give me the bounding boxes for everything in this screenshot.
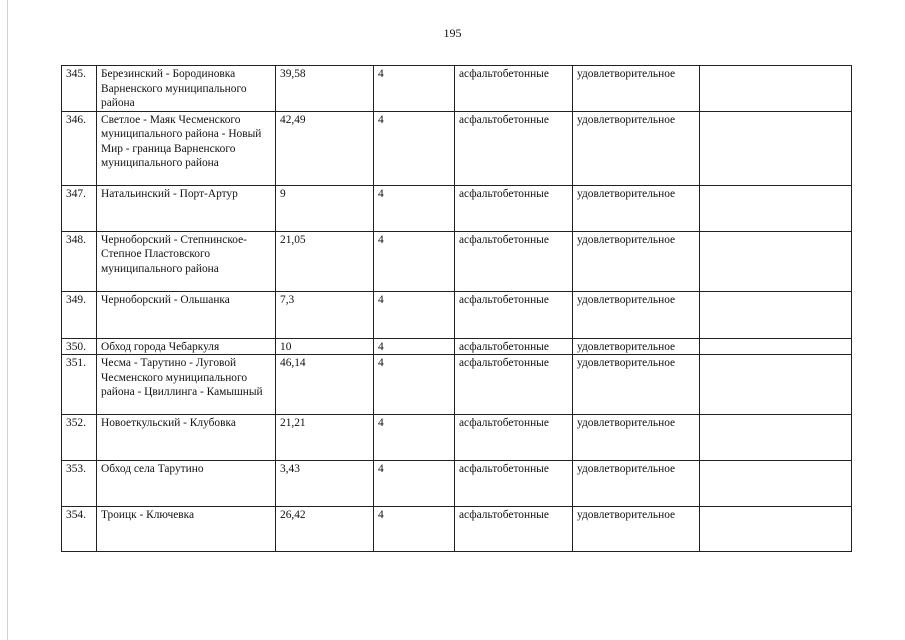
table-row: [62, 111, 852, 185]
road-condition: удовлетворительное: [573, 66, 700, 112]
road-length: 42,49: [276, 111, 374, 185]
road-note: [700, 111, 852, 185]
road-category: 4: [374, 461, 455, 507]
road-name: Светлое - Маяк Чесменского муниципального района - Новый Мир - граница Варненского муниципального района: [97, 111, 276, 185]
road-surface: асфальтобетонные: [455, 291, 573, 338]
row-number: 348.: [62, 231, 97, 291]
road-condition: удовлетворительное: [573, 355, 700, 415]
road-note: [700, 185, 852, 231]
row-number: 351.: [62, 355, 97, 415]
road-length: 3,43: [276, 461, 374, 507]
road-note: [700, 461, 852, 507]
road-surface: асфальтобетонные: [455, 231, 573, 291]
road-condition: удовлетворительное: [573, 185, 700, 231]
road-note: [700, 415, 852, 461]
road-note: [700, 231, 852, 291]
road-name: Черноборский - Ольшанка: [97, 291, 276, 338]
road-category: 4: [374, 338, 455, 355]
row-number: 347.: [62, 185, 97, 231]
road-category: 4: [374, 507, 455, 552]
table-row: [62, 507, 852, 552]
road-surface: асфальтобетонные: [455, 338, 573, 355]
roads-table: [61, 65, 852, 552]
road-length: 7,3: [276, 291, 374, 338]
road-length: 10: [276, 338, 374, 355]
row-number: 346.: [62, 111, 97, 185]
road-category: 4: [374, 111, 455, 185]
road-surface: асфальтобетонные: [455, 66, 573, 112]
road-name: Березинский - Бородиновка Варненского муниципального района: [97, 66, 276, 112]
road-length: 21,21: [276, 415, 374, 461]
road-condition: удовлетворительное: [573, 291, 700, 338]
road-surface: асфальтобетонные: [455, 355, 573, 415]
row-number: 349.: [62, 291, 97, 338]
road-length: 39,58: [276, 66, 374, 112]
road-note: [700, 355, 852, 415]
table-row: [62, 185, 852, 231]
row-number: 353.: [62, 461, 97, 507]
road-condition: удовлетворительное: [573, 507, 700, 552]
road-name: Черноборский - Степнинское- Степное Пластовского муниципального района: [97, 231, 276, 291]
road-category: 4: [374, 185, 455, 231]
road-length: 9: [276, 185, 374, 231]
road-name: Троицк - Ключевка: [97, 507, 276, 552]
road-length: 46,14: [276, 355, 374, 415]
road-name: Обход села Тарутино: [97, 461, 276, 507]
road-surface: асфальтобетонные: [455, 415, 573, 461]
road-surface: асфальтобетонные: [455, 461, 573, 507]
road-surface: асфальтобетонные: [455, 185, 573, 231]
road-surface: асфальтобетонные: [455, 507, 573, 552]
table-row: [62, 291, 852, 338]
road-category: 4: [374, 66, 455, 112]
road-category: 4: [374, 415, 455, 461]
row-number: 352.: [62, 415, 97, 461]
road-condition: удовлетворительное: [573, 231, 700, 291]
road-condition: удовлетворительное: [573, 461, 700, 507]
table-row: [62, 415, 852, 461]
road-category: 4: [374, 231, 455, 291]
road-condition: удовлетворительное: [573, 111, 700, 185]
road-length: 21,05: [276, 231, 374, 291]
table-row: [62, 231, 852, 291]
road-note: [700, 338, 852, 355]
road-condition: удовлетворительное: [573, 338, 700, 355]
road-category: 4: [374, 291, 455, 338]
road-surface: асфальтобетонные: [455, 111, 573, 185]
table-row: [62, 461, 852, 507]
row-number: 350.: [62, 338, 97, 355]
table-row: [62, 338, 852, 355]
road-name: Новоеткульский - Клубовка: [97, 415, 276, 461]
road-note: [700, 66, 852, 112]
road-name: Обход города Чебаркуля: [97, 338, 276, 355]
row-number: 345.: [62, 66, 97, 112]
road-note: [700, 507, 852, 552]
road-length: 26,42: [276, 507, 374, 552]
page-number: 195: [443, 26, 462, 40]
road-note: [700, 291, 852, 338]
road-name: Чесма - Тарутино - Луговой Чесменского муниципального района - Цвиллинга - Камышный: [97, 355, 276, 415]
road-category: 4: [374, 355, 455, 415]
road-condition: удовлетворительное: [573, 415, 700, 461]
table-row: [62, 355, 852, 415]
row-number: 354.: [62, 507, 97, 552]
scan-edge-line: [7, 0, 8, 640]
table-row: [62, 66, 852, 112]
road-name: Натальинский - Порт-Артур: [97, 185, 276, 231]
